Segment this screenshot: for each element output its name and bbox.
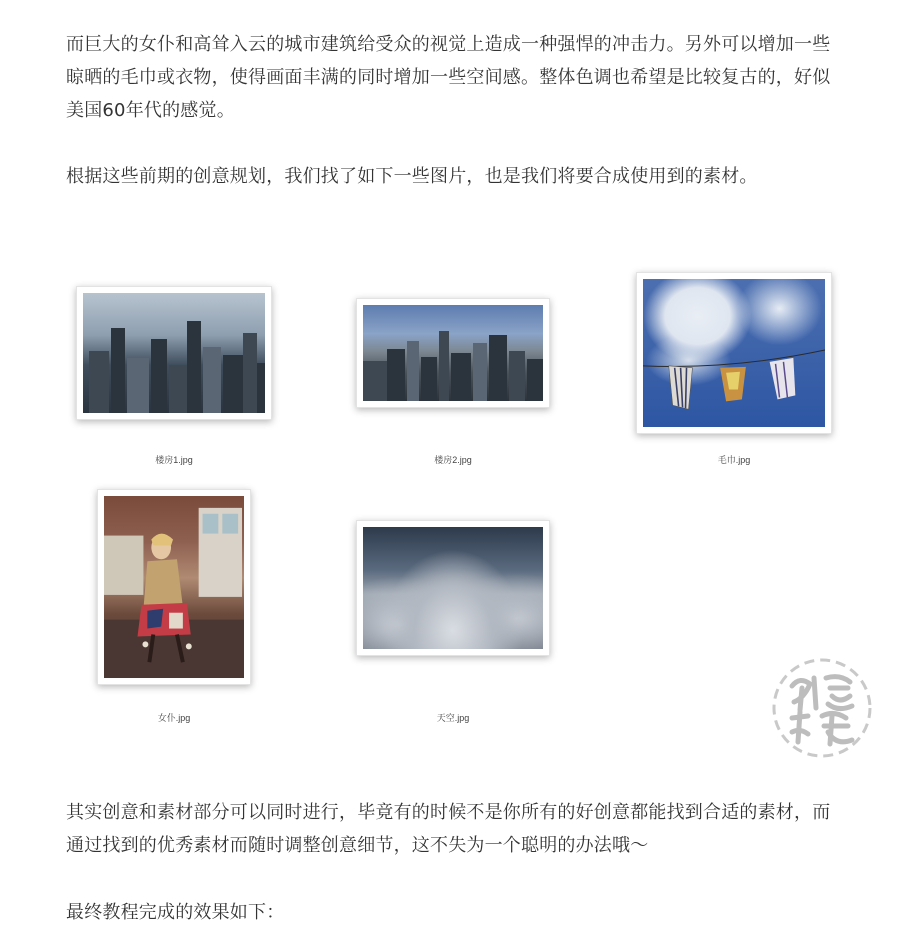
paragraph-result-intro: 最终教程完成的效果如下： xyxy=(66,902,285,923)
city-photo xyxy=(83,293,265,413)
city-panorama-photo xyxy=(363,305,543,401)
photo-frame-towels[interactable] xyxy=(636,272,832,434)
paragraph-materials: 根据这些前期的创意规划，我们找了如下一些图片，也是我们将要合成使用到的素材。 xyxy=(66,166,758,187)
photo-caption: 女仆.jpg xyxy=(157,713,191,723)
brand-stamp-icon xyxy=(770,656,874,760)
photo-caption: 楼房2.jpg xyxy=(434,455,472,465)
photo-caption: 天空.jpg xyxy=(436,713,470,723)
clouds-photo xyxy=(363,527,543,649)
maid-figure-icon xyxy=(104,496,244,678)
photo-frame-sky[interactable] xyxy=(356,520,550,656)
clothesline-icon xyxy=(643,279,825,427)
paragraph-tip: 其实创意和素材部分可以同时进行，毕竟有的时候不是你所有的好创意都能找到合适的素材，而通过找到的优秀素材而随时调整创意细节，这不失为一个聪明的办法哦～ xyxy=(66,802,831,856)
photo-caption: 毛巾.jpg xyxy=(717,455,751,465)
paragraph-intro: 而巨大的女仆和高耸入云的城市建筑给受众的视觉上造成一种强悍的冲击力。另外可以增加一些晾晒的毛巾或衣物，使得画面丰满的同时增加一些空间感。整体色调也希望是比较复古的，好似美国60年代的感觉。 xyxy=(66,34,831,121)
photo-frame-city2[interactable] xyxy=(356,298,550,408)
maid-photo xyxy=(104,496,244,678)
photo-frame-maid[interactable] xyxy=(97,489,251,685)
photo-frame-city1[interactable] xyxy=(76,286,272,420)
photo-caption: 楼房1.jpg xyxy=(155,455,193,465)
towels-photo xyxy=(643,279,825,427)
